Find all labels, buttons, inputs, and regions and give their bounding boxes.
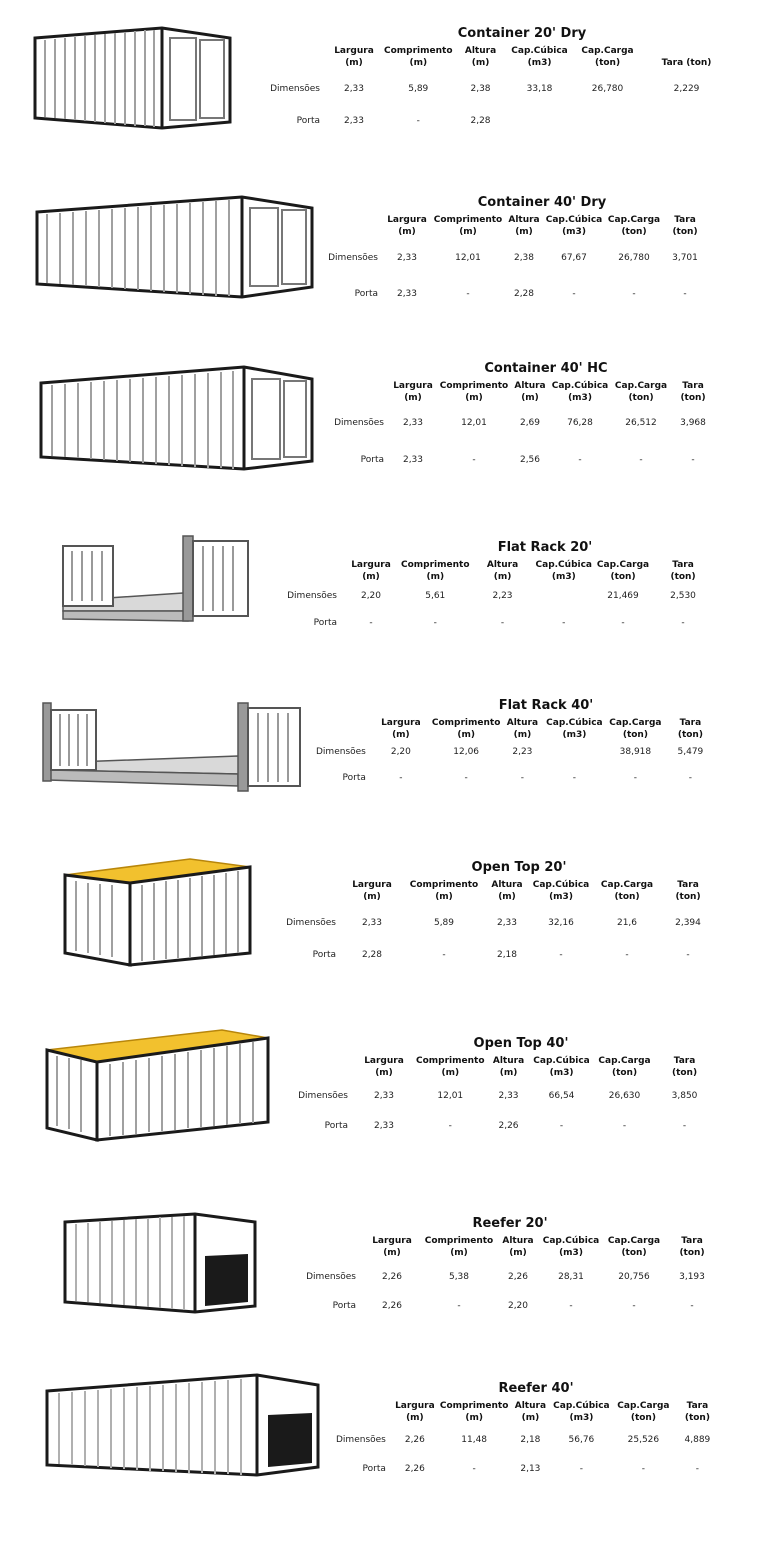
cell-cubica bbox=[544, 741, 604, 763]
cell-carga: 26,512 bbox=[625, 418, 657, 428]
cell-comprimento: 12,01 bbox=[437, 1091, 464, 1101]
header-tara: Tara (ton) bbox=[680, 381, 706, 403]
cell-comprimento: - bbox=[466, 289, 470, 299]
header-tara: Tara (ton) bbox=[670, 560, 696, 582]
cell-comprimento: 12,01 bbox=[461, 418, 487, 428]
cell-carga: - bbox=[639, 455, 643, 465]
header-largura: Largura (m) bbox=[364, 1056, 404, 1078]
cell-comprimento: - bbox=[433, 618, 437, 628]
dimensoes-row bbox=[285, 583, 712, 609]
header-altura: Altura (m) bbox=[486, 560, 519, 582]
cell-cubica bbox=[509, 109, 571, 133]
cell-altura: - bbox=[500, 618, 505, 628]
row-label-porta: Porta bbox=[342, 773, 366, 783]
cell-largura: 2,33 bbox=[396, 253, 418, 263]
header-largura: Largura (m) bbox=[351, 560, 391, 582]
cell-comprimento: - bbox=[448, 1121, 452, 1131]
container-title: Container 20' Dry bbox=[457, 26, 587, 41]
cell-comprimento: 5,38 bbox=[448, 1272, 470, 1282]
row-label-porta: Porta bbox=[362, 1464, 386, 1474]
header-tara: Tara (ton) bbox=[672, 215, 698, 237]
cell-altura: 2,20 bbox=[507, 1301, 529, 1311]
row-label-dimensoes: Dimensões bbox=[270, 84, 320, 94]
header-tara: Tara (ton) bbox=[661, 58, 712, 68]
cell-cubica: - bbox=[569, 1301, 573, 1311]
spec-table bbox=[316, 717, 714, 793]
dimensoes-row bbox=[336, 1424, 718, 1456]
header-largura: Largura (m) bbox=[372, 1236, 412, 1258]
cell-altura: 2,23 bbox=[492, 591, 513, 601]
header-carga: Cap.Carga (ton) bbox=[607, 1236, 661, 1258]
header-carga: Cap.Carga (ton) bbox=[617, 1401, 670, 1423]
cell-altura: 2,38 bbox=[470, 84, 491, 94]
porta-row bbox=[252, 109, 729, 133]
cell-carga: 25,526 bbox=[627, 1435, 660, 1445]
cell-altura: 2,18 bbox=[520, 1435, 541, 1445]
header-largura: Largura (m) bbox=[334, 46, 374, 68]
cell-largura: 2,33 bbox=[402, 418, 424, 428]
cell-carga: 26,780 bbox=[618, 253, 650, 263]
header-largura: Largura (m) bbox=[387, 215, 427, 237]
cell-comprimento: 11,48 bbox=[461, 1435, 488, 1445]
header-cubica: Cap.Cúbica (m3) bbox=[546, 718, 603, 740]
container-title: Reefer 40' bbox=[498, 1381, 574, 1396]
cell-tara: - bbox=[690, 1301, 694, 1311]
cell-largura: 2,28 bbox=[361, 950, 383, 960]
cell-cubica: 56,76 bbox=[568, 1435, 595, 1445]
row-label-dimensoes: Dimensões bbox=[334, 418, 384, 428]
header-largura: Largura (m) bbox=[381, 718, 421, 740]
cell-largura: 2,20 bbox=[360, 591, 382, 601]
cell-comprimento: - bbox=[416, 116, 420, 126]
header-comprimento: Comprimento (m) bbox=[439, 1401, 509, 1423]
cell-cubica: 28,31 bbox=[558, 1272, 584, 1282]
cell-largura: 2,33 bbox=[343, 84, 365, 94]
row-label-porta: Porta bbox=[296, 116, 320, 126]
cell-tara: 3,850 bbox=[671, 1091, 698, 1101]
cell-largura: 2,26 bbox=[404, 1464, 425, 1474]
cell-cubica: - bbox=[559, 1121, 564, 1131]
cell-comprimento: - bbox=[464, 773, 468, 783]
cell-cubica: - bbox=[572, 773, 577, 783]
cell-carga: 21,6 bbox=[616, 918, 638, 928]
header-row bbox=[296, 1055, 711, 1079]
cell-comprimento: 5,89 bbox=[433, 918, 455, 928]
row-label-porta: Porta bbox=[324, 1121, 348, 1131]
cell-cubica: - bbox=[572, 289, 576, 299]
porta-row bbox=[285, 609, 712, 637]
porta-row bbox=[336, 1456, 718, 1482]
header-largura: Largura (m) bbox=[395, 1401, 435, 1423]
cell-cubica: 33,18 bbox=[526, 84, 553, 94]
container-title: Flat Rack 20' bbox=[497, 540, 593, 555]
reefer-20-image bbox=[60, 1210, 260, 1318]
reefer-20-spec bbox=[300, 1216, 720, 1317]
header-cubica: Cap.Cúbica (m3) bbox=[533, 1056, 590, 1078]
header-row bbox=[322, 214, 706, 238]
cell-comprimento: - bbox=[457, 1301, 461, 1311]
flat-rack-20-block bbox=[0, 525, 768, 665]
cell-comprimento: 5,89 bbox=[408, 84, 429, 94]
flat-rack-40-block bbox=[0, 690, 768, 830]
cell-carga: - bbox=[633, 773, 638, 783]
cell-cubica: 32,16 bbox=[548, 918, 574, 928]
header-row bbox=[316, 717, 714, 741]
cell-carga: - bbox=[621, 618, 625, 628]
flat-rack-20-spec bbox=[285, 540, 725, 637]
cell-altura: 2,26 bbox=[507, 1272, 529, 1282]
cell-tara: - bbox=[686, 950, 690, 960]
row-label-dimensoes: Dimensões bbox=[316, 747, 366, 757]
cell-cubica: 76,28 bbox=[567, 418, 593, 428]
header-carga: Cap.Carga (ton) bbox=[607, 215, 661, 237]
cell-largura: 2,26 bbox=[381, 1301, 403, 1311]
header-cubica: Cap.Cúbica (m3) bbox=[511, 46, 568, 68]
row-label-dimensoes: Dimensões bbox=[287, 591, 337, 601]
cell-tara: - bbox=[691, 455, 695, 465]
reefer-40-image bbox=[42, 1371, 324, 1481]
cell-altura: 2,26 bbox=[498, 1121, 519, 1131]
cell-altura: 2,28 bbox=[513, 289, 535, 299]
header-altura: Altura (m) bbox=[514, 1401, 547, 1423]
cell-largura: 2,33 bbox=[402, 455, 424, 465]
spec-table bbox=[322, 214, 706, 310]
header-tara: Tara (ton) bbox=[679, 1236, 705, 1258]
cell-altura: 2,38 bbox=[513, 253, 535, 263]
row-label-dimensoes: Dimensões bbox=[306, 1272, 356, 1282]
cell-carga: 26,780 bbox=[591, 84, 624, 94]
cell-largura: - bbox=[369, 618, 373, 628]
cell-carga: 26,630 bbox=[608, 1091, 641, 1101]
cell-tara: - bbox=[695, 1464, 700, 1474]
header-cubica: Cap.Cúbica (m3) bbox=[532, 880, 590, 902]
open-top-20-block bbox=[0, 845, 768, 1005]
header-carga: Cap.Carga (ton) bbox=[600, 880, 654, 902]
open-top-40-block bbox=[0, 1020, 768, 1180]
spec-table bbox=[285, 559, 712, 637]
header-altura: Altura (m) bbox=[508, 215, 540, 237]
container-title: Open Top 20' bbox=[471, 860, 567, 875]
reefer-20-block bbox=[0, 1200, 768, 1350]
container-title: Container 40' Dry bbox=[477, 195, 607, 210]
header-altura: Altura (m) bbox=[514, 381, 546, 403]
dimensoes-row bbox=[300, 1259, 716, 1295]
open-top-20-image bbox=[60, 853, 256, 973]
header-largura: Largura (m) bbox=[393, 381, 433, 403]
cell-largura: 2,33 bbox=[373, 1091, 395, 1101]
header-altura: Altura (m) bbox=[492, 1056, 525, 1078]
container-title: Container 40' HC bbox=[484, 361, 608, 376]
header-cubica: Cap.Cúbica (m3) bbox=[542, 1236, 600, 1258]
open-top-20-spec bbox=[284, 860, 724, 967]
header-carga: Cap.Carga (ton) bbox=[596, 560, 650, 582]
header-tara: Tara (ton) bbox=[675, 880, 701, 902]
cell-largura: 2,26 bbox=[404, 1435, 425, 1445]
cell-tara bbox=[645, 109, 729, 133]
cell-cubica bbox=[536, 583, 593, 609]
header-cubica: Cap.Cúbica (m3) bbox=[545, 215, 603, 237]
cell-tara: 3,193 bbox=[679, 1272, 705, 1282]
header-altura: Altura (m) bbox=[502, 1236, 534, 1258]
container-40-dry-block bbox=[0, 180, 768, 340]
dimensoes-row bbox=[296, 1079, 711, 1113]
reefer-40-block bbox=[0, 1365, 768, 1525]
porta-row bbox=[300, 1295, 716, 1317]
row-label-dimensoes: Dimensões bbox=[328, 253, 378, 263]
header-comprimento: Comprimento (m) bbox=[409, 880, 479, 902]
cell-tara: 2,530 bbox=[670, 591, 696, 601]
cell-cubica: 67,67 bbox=[561, 253, 587, 263]
cell-cubica: - bbox=[579, 1464, 584, 1474]
row-label-porta: Porta bbox=[313, 618, 337, 628]
cell-carga: 38,918 bbox=[619, 747, 652, 757]
header-carga: Cap.Carga (ton) bbox=[581, 46, 634, 68]
header-carga: Cap.Carga (ton) bbox=[598, 1056, 651, 1078]
header-comprimento: Comprimento (m) bbox=[401, 560, 470, 582]
cell-comprimento: - bbox=[442, 950, 446, 960]
cell-largura: - bbox=[399, 773, 403, 783]
dimensoes-row bbox=[322, 238, 706, 278]
header-altura: Altura (m) bbox=[464, 46, 497, 68]
cell-carga: 20,756 bbox=[618, 1272, 650, 1282]
header-comprimento: Comprimento (m) bbox=[431, 718, 501, 740]
header-row bbox=[284, 879, 714, 903]
container-20-dry-block bbox=[0, 0, 768, 160]
cell-altura: 2,33 bbox=[496, 918, 518, 928]
container-title: Flat Rack 40' bbox=[498, 698, 594, 713]
cell-altura: 2,28 bbox=[470, 116, 491, 126]
row-label-dimensoes: Dimensões bbox=[298, 1091, 348, 1101]
cell-tara: - bbox=[688, 773, 693, 783]
header-tara: Tara (ton) bbox=[677, 718, 703, 740]
header-largura: Largura (m) bbox=[352, 880, 392, 902]
row-label-porta: Porta bbox=[360, 455, 384, 465]
header-comprimento: Comprimento (m) bbox=[433, 215, 503, 237]
spec-table bbox=[326, 380, 714, 478]
cell-carga: - bbox=[625, 950, 629, 960]
header-row bbox=[300, 1235, 716, 1259]
cell-tara: - bbox=[682, 1121, 687, 1131]
dimensoes-row bbox=[284, 903, 714, 943]
cell-carga: - bbox=[641, 1464, 646, 1474]
cell-tara: - bbox=[683, 289, 687, 299]
flat-rack-20-image bbox=[58, 531, 254, 633]
cell-comprimento: 12,01 bbox=[455, 253, 481, 263]
cell-comprimento: 5,61 bbox=[425, 591, 446, 601]
cell-carga: 21,469 bbox=[607, 591, 639, 601]
cell-tara: - bbox=[681, 618, 685, 628]
spec-table bbox=[300, 1235, 716, 1317]
spec-table bbox=[284, 879, 714, 967]
cell-carga bbox=[571, 109, 645, 133]
dimensoes-row bbox=[326, 404, 714, 442]
container-40-hc-spec bbox=[326, 361, 726, 478]
header-altura: Altura (m) bbox=[506, 718, 539, 740]
container-20-dry-image bbox=[30, 20, 235, 135]
cell-cubica: - bbox=[578, 455, 582, 465]
cell-altura: - bbox=[520, 773, 525, 783]
cell-cubica: 66,54 bbox=[548, 1091, 575, 1101]
cell-tara: 2,229 bbox=[673, 84, 700, 94]
cell-altura: 2,18 bbox=[496, 950, 518, 960]
cell-tara: 4,889 bbox=[684, 1435, 711, 1445]
cell-largura: 2,33 bbox=[343, 116, 365, 126]
flat-rack-40-spec bbox=[316, 698, 726, 793]
cell-carga: - bbox=[632, 289, 636, 299]
porta-row bbox=[326, 442, 714, 478]
row-label-dimensoes: Dimensões bbox=[286, 918, 336, 928]
header-comprimento: Comprimento (m) bbox=[439, 381, 509, 403]
cell-carga: - bbox=[622, 1121, 627, 1131]
row-label-porta: Porta bbox=[354, 289, 378, 299]
header-tara: Tara (ton) bbox=[671, 1056, 698, 1078]
cell-carga: - bbox=[632, 1301, 636, 1311]
porta-row bbox=[316, 763, 714, 793]
open-top-40-image bbox=[42, 1024, 274, 1150]
porta-row bbox=[296, 1113, 711, 1139]
row-label-porta: Porta bbox=[332, 1301, 356, 1311]
porta-row bbox=[284, 943, 714, 967]
row-label-dimensoes: Dimensões bbox=[336, 1435, 386, 1445]
cell-tara: 3,968 bbox=[680, 418, 706, 428]
header-cubica: Cap.Cúbica (m3) bbox=[553, 1401, 610, 1423]
container-title: Reefer 20' bbox=[472, 1216, 548, 1231]
header-comprimento: Comprimento (m) bbox=[384, 46, 453, 68]
cell-largura: 2,33 bbox=[361, 918, 383, 928]
cell-largura: 2,26 bbox=[381, 1272, 403, 1282]
header-carga: Cap.Carga (ton) bbox=[614, 381, 668, 403]
cell-comprimento: 12,06 bbox=[453, 747, 480, 757]
container-20-dry-spec bbox=[252, 26, 732, 133]
header-row bbox=[285, 559, 712, 583]
cell-largura: 2,20 bbox=[390, 747, 411, 757]
cell-tara: 5,479 bbox=[677, 747, 704, 757]
cell-altura: 2,56 bbox=[519, 455, 541, 465]
cell-comprimento: - bbox=[472, 1464, 476, 1474]
container-40-hc-image bbox=[36, 363, 318, 475]
cell-cubica: - bbox=[562, 618, 566, 628]
cell-altura: 2,69 bbox=[519, 418, 541, 428]
open-top-40-spec bbox=[296, 1036, 726, 1139]
dimensoes-row bbox=[252, 69, 729, 109]
row-label-porta: Porta bbox=[312, 950, 336, 960]
flat-rack-40-image bbox=[38, 698, 306, 804]
cell-largura: 2,33 bbox=[396, 289, 418, 299]
container-40-dry-image bbox=[32, 192, 317, 302]
cell-comprimento: - bbox=[472, 455, 476, 465]
cell-tara: 3,701 bbox=[672, 253, 698, 263]
cell-altura: 2,23 bbox=[512, 747, 533, 757]
header-comprimento: Comprimento (m) bbox=[424, 1236, 494, 1258]
spec-table bbox=[336, 1400, 718, 1482]
cell-cubica: - bbox=[559, 950, 563, 960]
spec-table bbox=[252, 45, 729, 133]
porta-row bbox=[322, 278, 706, 310]
reefer-40-spec bbox=[336, 1381, 736, 1482]
header-comprimento: Comprimento (m) bbox=[416, 1056, 485, 1078]
cell-altura: 2,13 bbox=[520, 1464, 541, 1474]
header-row bbox=[326, 380, 714, 404]
header-tara: Tara (ton) bbox=[684, 1401, 710, 1423]
container-title: Open Top 40' bbox=[473, 1036, 569, 1051]
container-40-hc-block bbox=[0, 345, 768, 510]
header-row bbox=[252, 45, 729, 69]
header-cubica: Cap.Cúbica (m3) bbox=[535, 560, 593, 582]
header-cubica: Cap.Cúbica (m3) bbox=[551, 381, 609, 403]
dimensoes-row bbox=[316, 741, 714, 763]
cell-tara: 2,394 bbox=[675, 918, 701, 928]
cell-largura: 2,33 bbox=[373, 1121, 395, 1131]
spec-table bbox=[296, 1055, 711, 1139]
header-altura: Altura (m) bbox=[491, 880, 523, 902]
container-40-dry-spec bbox=[322, 195, 722, 310]
cell-altura: 2,33 bbox=[498, 1091, 519, 1101]
header-row bbox=[336, 1400, 718, 1424]
header-carga: Cap.Carga (ton) bbox=[609, 718, 662, 740]
